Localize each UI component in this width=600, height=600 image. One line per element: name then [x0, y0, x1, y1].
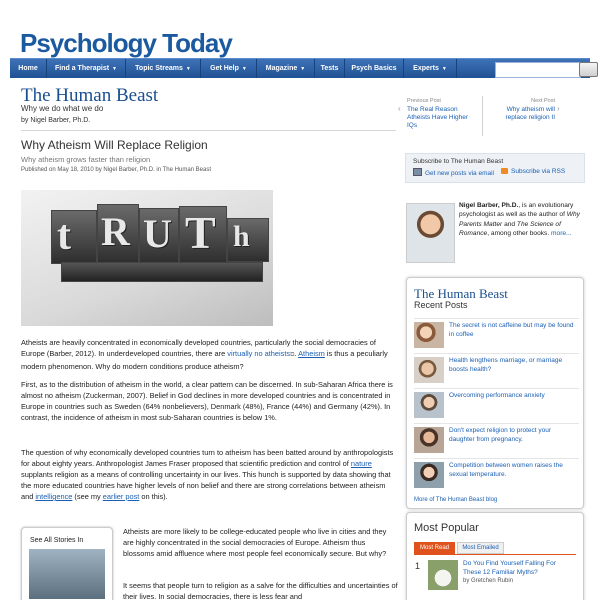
book-title: Why Parents Matter [459, 211, 580, 228]
virtually-no-atheists-link[interactable]: virtually no atheists [227, 349, 291, 358]
type-glyph: t [57, 213, 71, 259]
next-post-label: Next Post [531, 98, 555, 104]
most-popular-box [406, 512, 584, 600]
text: , is an evolutionary psychologist as well as the author of [459, 202, 574, 219]
popular-thumbnail[interactable] [428, 560, 458, 590]
search-input[interactable] [495, 62, 581, 78]
chevron-left-icon[interactable]: ‹ [398, 104, 401, 113]
masthead [10, 10, 590, 58]
recent-posts-blog-title[interactable]: The Human Beast [414, 286, 508, 301]
text: supplants religion as a means of controlling uncertainty in our lives. This hunch is supported by data showing that the more educated countries have higher levels of non belief and there are strong correlations between atheism and [21, 470, 391, 501]
book-title: The Science of Romance [459, 220, 561, 237]
nav-label: Tests [320, 65, 339, 72]
envelope-icon [413, 168, 422, 176]
rss-subscribe-link[interactable] [501, 168, 565, 175]
recent-post-link[interactable]: Overcoming performance anxiety [449, 392, 545, 399]
nav-label: Magazine [265, 65, 298, 72]
intelligence-link[interactable]: intelligence [35, 492, 73, 501]
caret-down-icon: ▼ [112, 66, 117, 72]
rss-subscribe-label: Subscribe via RSS [511, 168, 566, 175]
caret-down-icon: ▼ [185, 66, 191, 72]
author-photo[interactable] [406, 203, 455, 263]
recent-posts-box [406, 277, 584, 509]
nav-label: Psych Basics [351, 65, 397, 72]
nav-label: Home [18, 65, 38, 72]
subscribe-box [405, 153, 585, 183]
blog-title[interactable]: The Human Beast [21, 85, 159, 106]
author-name: Nigel Barber, Ph.D. [459, 202, 519, 209]
recent-post-item[interactable] [414, 353, 579, 384]
caret-down-icon: ▼ [441, 66, 447, 72]
text: . [294, 349, 299, 358]
chevron-right-icon[interactable]: › [557, 104, 560, 113]
post-subtitle: Why atheism grows faster than religion [21, 155, 151, 164]
post-image [21, 190, 273, 326]
author-more-link[interactable]: more... [551, 229, 572, 237]
nav-find-therapist[interactable] [47, 59, 126, 78]
nav-magazine[interactable] [257, 59, 315, 78]
post-title: Why Atheism Will Replace Religion [21, 138, 208, 152]
tab-most-read[interactable]: Most Read [414, 542, 455, 554]
paragraph-2: First, as to the distribution of atheism in the world, a clear pattern can be discerned. In sub-Saharan Africa there is almost no atheism (Zuckerman, 2007). Belief in God declines in more developed countries and is concentrated in Europe in countries such as Sweden (64% nonbelievers), Denmark (48%), France (44%) and Germany (42%). In contrast, the incidence of atheism in most sub-Saharan countries is below 1%. [21, 380, 393, 422]
popular-post-link[interactable]: Do You Find Yourself Falling For These 12 Familiar Myths? [463, 560, 556, 576]
divider [21, 130, 396, 131]
tab-underline [414, 554, 576, 555]
type-glyph: h [233, 220, 250, 253]
stories-image[interactable] [29, 549, 105, 599]
email-subscribe-label: Get new posts via email [425, 170, 495, 177]
rank-number: 1 [415, 561, 421, 571]
type-glyph: U [143, 211, 172, 256]
text: Atheists are heavily concentrated in economically developed countries, particularly the social democracies of Europe (Barber, 2012). In underdeveloped countries, there are [21, 338, 376, 358]
post-thumbnail[interactable] [414, 427, 444, 453]
tab-most-emailed[interactable]: Most Emailed [457, 542, 504, 554]
type-glyph: T [185, 207, 216, 258]
text: and [502, 220, 517, 228]
nav-tests[interactable] [315, 59, 345, 78]
more-blog-link[interactable]: More of The Human Beast blog [414, 497, 498, 503]
post-thumbnail[interactable] [414, 392, 444, 418]
stories-label: See All Stories In [30, 537, 84, 544]
recent-post-link[interactable]: Don't expect religion to protect your daughter from pregnancy. [449, 427, 552, 443]
next-post-link[interactable]: Why atheism will replace religion II [505, 106, 555, 121]
paragraph-5: It seems that people turn to religion as a salve for the difficulties and uncertainties of their lives. In social democracies, there is less fear and [123, 581, 398, 600]
divider [482, 96, 483, 136]
paragraph-4: Atheists are more likely to be college-educated people who live in cities and they are highly concentrated in the social democracies of Europe. Atheism thus blossoms amid affluence where most people feel economically secure. But why? [123, 527, 387, 558]
recent-post-link[interactable]: Health lengthens marriage, or marriage boosts health? [449, 357, 563, 373]
recent-post-link[interactable]: Competition between women raises the sexual temperature. [449, 462, 563, 478]
caret-down-icon: ▼ [241, 66, 247, 72]
text: , among other books. [487, 229, 550, 237]
recent-post-link[interactable]: The secret is not caffeine but may be found in coffee [449, 322, 574, 338]
type-base [61, 262, 263, 282]
author-bio [459, 201, 581, 238]
nav-topic-streams[interactable] [126, 59, 201, 78]
recent-post-item[interactable] [414, 388, 579, 419]
recent-post-item[interactable] [414, 458, 579, 489]
nav-get-help[interactable] [201, 59, 257, 78]
nav-label: Topic Streams [135, 65, 183, 72]
recent-posts-heading: Recent Posts [414, 300, 468, 310]
most-popular-heading: Most Popular [414, 522, 479, 534]
main-nav [10, 58, 590, 78]
see-all-stories-box[interactable] [21, 527, 113, 600]
post-meta: Published on May 18, 2010 by Nigel Barber, Ph.D. in The Human Beast [21, 167, 211, 173]
blog-byline: by Nigel Barber, Ph.D. [21, 117, 91, 124]
nav-label: Experts [413, 65, 439, 72]
nav-experts[interactable] [404, 59, 457, 78]
text: (see my [72, 492, 103, 501]
nav-psych-basics[interactable] [345, 59, 404, 78]
caret-down-icon: ▼ [300, 66, 306, 72]
post-thumbnail[interactable] [414, 357, 444, 383]
recent-post-item[interactable] [414, 318, 579, 349]
atheism-link[interactable]: Atheism [298, 349, 325, 358]
previous-post-label: Previous Post [407, 98, 441, 104]
post-thumbnail[interactable] [414, 462, 444, 488]
text: is thus a peculiarly modern phenomenon. Why do modern conditions produce atheism? [21, 349, 388, 371]
type-glyph: R [101, 209, 130, 254]
search-button[interactable] [579, 62, 598, 77]
nav-label: Get Help [210, 65, 239, 72]
subscribe-title: Subscribe to The Human Beast [413, 158, 504, 165]
text: on this). [139, 492, 168, 501]
nav-label: Find a Therapist [54, 65, 110, 72]
popular-post-author: by Gretchen Rubin [463, 578, 514, 584]
text: The question of why economically developed countries turn to atheism has been batted around by anthropologists for about eighty years. Anthropologist James Fraser proposed that scientific prediction and control of [21, 448, 394, 468]
post-thumbnail[interactable] [414, 322, 444, 348]
rss-icon [501, 168, 508, 174]
external-link-icon: ⧉ [290, 352, 295, 358]
email-subscribe-link[interactable] [413, 168, 494, 177]
paragraph-1 [21, 337, 396, 372]
recent-post-item[interactable] [414, 423, 579, 454]
blog-tagline: Why we do what we do [21, 104, 104, 113]
paragraph-3 [21, 447, 396, 502]
earlier-post-link[interactable]: earlier post [102, 492, 140, 501]
nav-home[interactable] [10, 59, 47, 78]
previous-post-link[interactable]: The Real Reason Atheists Have Higher IQs [407, 106, 469, 129]
nature-link[interactable]: nature [350, 459, 372, 468]
site-logo[interactable]: Psychology Today [20, 28, 232, 58]
